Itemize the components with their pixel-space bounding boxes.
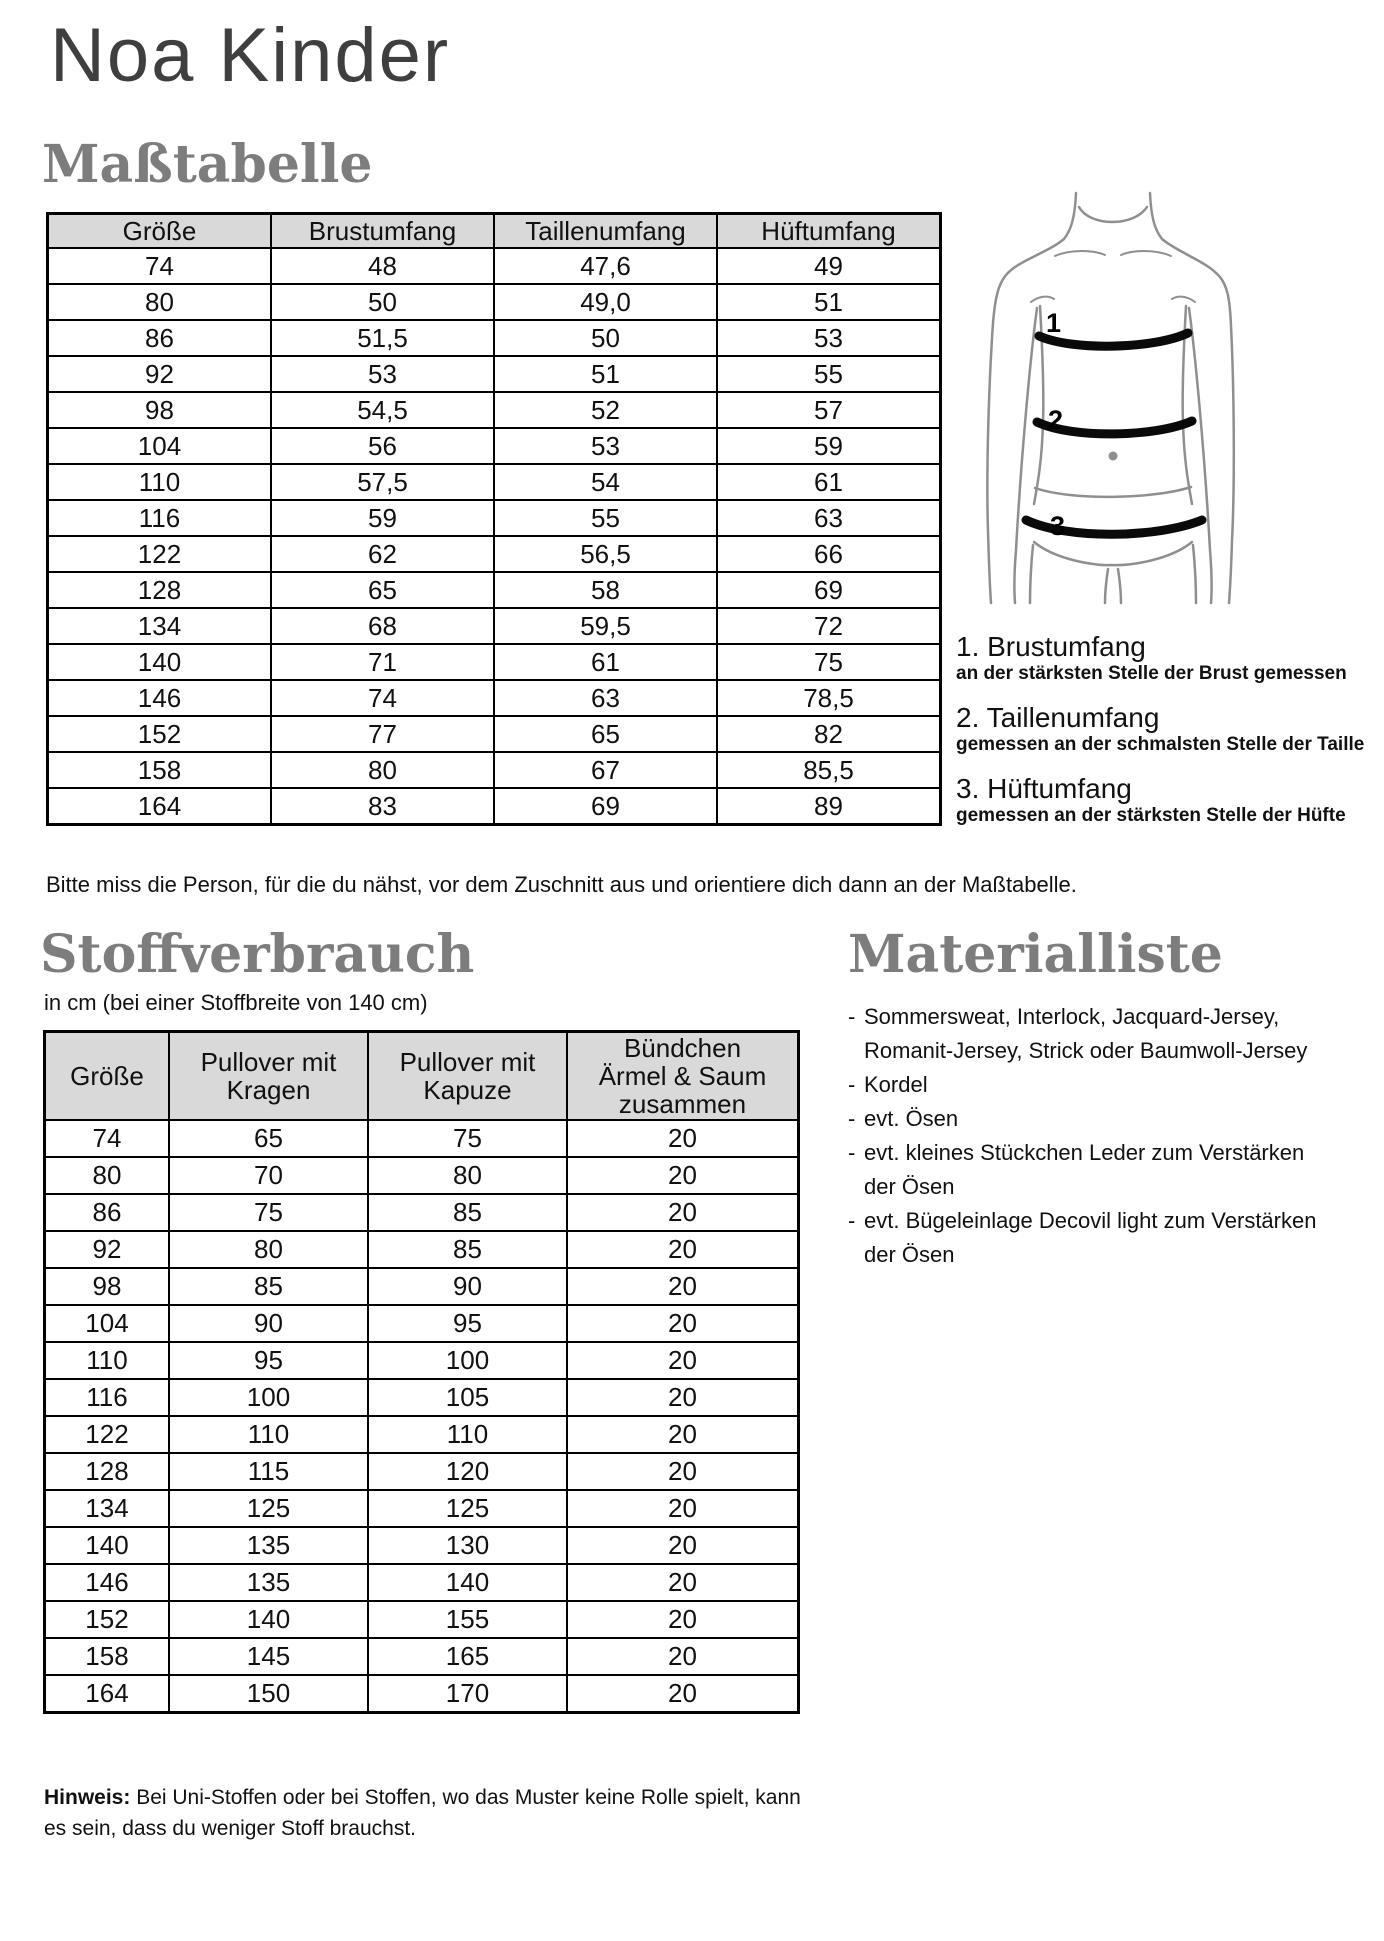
table-cell: 98 bbox=[48, 392, 272, 428]
table-cell: 71 bbox=[271, 644, 494, 680]
table-cell: 58 bbox=[494, 572, 717, 608]
list-bullet: - bbox=[848, 1140, 856, 1165]
table-cell: 115 bbox=[169, 1453, 368, 1490]
table-cell: 165 bbox=[368, 1638, 567, 1675]
table-cell: 61 bbox=[494, 644, 717, 680]
table-cell: 55 bbox=[717, 356, 941, 392]
table-cell: 77 bbox=[271, 716, 494, 752]
table-cell: 80 bbox=[45, 1157, 170, 1194]
table-cell: 146 bbox=[45, 1564, 170, 1601]
table-cell: 65 bbox=[271, 572, 494, 608]
table-cell: 86 bbox=[45, 1194, 170, 1231]
table-cell: 164 bbox=[45, 1675, 170, 1713]
table-cell: 54 bbox=[494, 464, 717, 500]
table-cell: 122 bbox=[48, 536, 272, 572]
table-cell: 65 bbox=[169, 1120, 368, 1157]
table-cell: 20 bbox=[567, 1638, 799, 1675]
legend-desc: gemessen an der schmalsten Stelle der Taille bbox=[956, 734, 1365, 755]
table-cell: 116 bbox=[48, 500, 272, 536]
table-row bbox=[45, 1305, 799, 1342]
hinweis-label: Hinweis: bbox=[44, 1786, 131, 1809]
list-item bbox=[848, 1068, 1384, 1102]
band-label-3: 3 bbox=[1050, 511, 1066, 541]
table-cell: 53 bbox=[717, 320, 941, 356]
table-header-cell: Taillenumfang bbox=[494, 214, 717, 249]
table-cell: 49,0 bbox=[494, 284, 717, 320]
table-row bbox=[48, 572, 941, 608]
table-cell: 20 bbox=[567, 1453, 799, 1490]
table-cell: 61 bbox=[717, 464, 941, 500]
navel-dot bbox=[1109, 452, 1118, 461]
table-cell: 100 bbox=[368, 1342, 567, 1379]
table-row bbox=[48, 320, 941, 356]
legend-entry bbox=[956, 701, 1380, 756]
masstabelle-table bbox=[46, 212, 942, 826]
table-cell: 75 bbox=[169, 1194, 368, 1231]
table-row bbox=[48, 500, 941, 536]
table-cell: 134 bbox=[48, 608, 272, 644]
table-cell: 70 bbox=[169, 1157, 368, 1194]
table-cell: 140 bbox=[169, 1601, 368, 1638]
table-row bbox=[45, 1453, 799, 1490]
legend-desc: gemessen an der stärksten Stelle der Hüfte bbox=[956, 805, 1346, 826]
table-cell: 158 bbox=[45, 1638, 170, 1675]
legend-desc: an der stärksten Stelle der Brust gemessen bbox=[956, 663, 1347, 684]
table-row bbox=[45, 1490, 799, 1527]
table-cell: 104 bbox=[45, 1305, 170, 1342]
table-cell: 47,6 bbox=[494, 248, 717, 284]
chest-band bbox=[1039, 333, 1188, 346]
table-row bbox=[45, 1638, 799, 1675]
table-cell: 59 bbox=[717, 428, 941, 464]
table-cell: 145 bbox=[169, 1638, 368, 1675]
table-cell: 146 bbox=[48, 680, 272, 716]
table-cell: 51,5 bbox=[271, 320, 494, 356]
masstabelle-note: Bitte miss die Person, für die du nähst, vor dem Zuschnitt aus und orientiere dich dann an der Maßtabelle. bbox=[46, 872, 1077, 897]
band-label-2: 2 bbox=[1048, 405, 1064, 435]
table-cell: 59 bbox=[271, 500, 494, 536]
table-cell: 90 bbox=[368, 1268, 567, 1305]
list-bullet: - bbox=[848, 1106, 856, 1131]
list-item-text: evt. kleines Stückchen Leder zum Verstärken der Ösen bbox=[864, 1140, 1305, 1199]
table-cell: 57 bbox=[717, 392, 941, 428]
table-cell: 85 bbox=[368, 1194, 567, 1231]
table-cell: 50 bbox=[494, 320, 717, 356]
table-cell: 85,5 bbox=[717, 752, 941, 788]
table-cell: 85 bbox=[169, 1268, 368, 1305]
table-cell: 20 bbox=[567, 1527, 799, 1564]
table-cell: 20 bbox=[567, 1342, 799, 1379]
table-cell: 20 bbox=[567, 1305, 799, 1342]
list-item-text: evt. Bügeleinlage Decovil light zum Verstärken der Ösen bbox=[864, 1208, 1317, 1267]
list-item-text: Kordel bbox=[864, 1072, 928, 1097]
table-cell: 55 bbox=[494, 500, 717, 536]
table-cell: 48 bbox=[271, 248, 494, 284]
table-cell: 110 bbox=[169, 1416, 368, 1453]
table-cell: 85 bbox=[368, 1231, 567, 1268]
table-header-cell: Pullover mit Kragen bbox=[169, 1032, 368, 1121]
table-row bbox=[45, 1268, 799, 1305]
material-list bbox=[848, 1000, 1384, 1272]
table-row bbox=[48, 716, 941, 752]
table-row bbox=[45, 1601, 799, 1638]
table-row bbox=[45, 1194, 799, 1231]
table-cell: 74 bbox=[48, 248, 272, 284]
page-title: Noa Kinder bbox=[50, 13, 451, 98]
table-cell: 63 bbox=[494, 680, 717, 716]
table-cell: 56 bbox=[271, 428, 494, 464]
table-row bbox=[48, 680, 941, 716]
table-row bbox=[48, 644, 941, 680]
table-row bbox=[45, 1675, 799, 1713]
table-cell: 20 bbox=[567, 1601, 799, 1638]
measurement-legend bbox=[956, 630, 1380, 843]
table-cell: 95 bbox=[169, 1342, 368, 1379]
table-cell: 86 bbox=[48, 320, 272, 356]
table-cell: 65 bbox=[494, 716, 717, 752]
table-row bbox=[48, 428, 941, 464]
list-bullet: - bbox=[848, 1072, 856, 1097]
table-row bbox=[45, 1527, 799, 1564]
table-cell: 51 bbox=[494, 356, 717, 392]
table-cell: 74 bbox=[271, 680, 494, 716]
table-cell: 95 bbox=[368, 1305, 567, 1342]
table-cell: 110 bbox=[45, 1342, 170, 1379]
table-cell: 90 bbox=[169, 1305, 368, 1342]
table-row bbox=[48, 248, 941, 284]
table-cell: 78,5 bbox=[717, 680, 941, 716]
table-cell: 92 bbox=[48, 356, 272, 392]
briefs-line bbox=[1034, 542, 1192, 565]
table-cell: 83 bbox=[271, 788, 494, 825]
table-cell: 80 bbox=[48, 284, 272, 320]
table-header-cell: Hüftumfang bbox=[717, 214, 941, 249]
legend-title: 2. Taillenumfang bbox=[956, 702, 1160, 733]
table-cell: 135 bbox=[169, 1527, 368, 1564]
materialliste-heading: Materialliste bbox=[848, 924, 1223, 985]
table-cell: 20 bbox=[567, 1157, 799, 1194]
legend-entry bbox=[956, 630, 1380, 685]
band-label-1: 1 bbox=[1046, 308, 1062, 338]
table-cell: 67 bbox=[494, 752, 717, 788]
table-cell: 20 bbox=[567, 1194, 799, 1231]
legend-title: 1. Brustumfang bbox=[956, 631, 1146, 662]
table-cell: 53 bbox=[271, 356, 494, 392]
table-cell: 98 bbox=[45, 1268, 170, 1305]
table-cell: 54,5 bbox=[271, 392, 494, 428]
table-cell: 20 bbox=[567, 1490, 799, 1527]
table-cell: 69 bbox=[494, 788, 717, 825]
list-item bbox=[848, 1136, 1384, 1204]
table-cell: 134 bbox=[45, 1490, 170, 1527]
table-cell: 69 bbox=[717, 572, 941, 608]
table-cell: 20 bbox=[567, 1416, 799, 1453]
table-cell: 155 bbox=[368, 1601, 567, 1638]
table-cell: 104 bbox=[48, 428, 272, 464]
table-row bbox=[45, 1416, 799, 1453]
table-head bbox=[48, 214, 941, 249]
table-cell: 152 bbox=[48, 716, 272, 752]
table-cell: 68 bbox=[271, 608, 494, 644]
table-cell: 82 bbox=[717, 716, 941, 752]
table-cell: 128 bbox=[48, 572, 272, 608]
table-row bbox=[45, 1231, 799, 1268]
table-cell: 72 bbox=[717, 608, 941, 644]
masstabelle-heading: Maßtabelle bbox=[42, 134, 373, 195]
table-cell: 20 bbox=[567, 1268, 799, 1305]
stoffverbrauch-table bbox=[43, 1030, 800, 1714]
table-cell: 80 bbox=[169, 1231, 368, 1268]
table-cell: 66 bbox=[717, 536, 941, 572]
table-cell: 50 bbox=[271, 284, 494, 320]
table-row bbox=[45, 1564, 799, 1601]
table-row bbox=[45, 1120, 799, 1157]
stoffverbrauch-heading: Stoffverbrauch bbox=[40, 924, 475, 985]
table-cell: 125 bbox=[169, 1490, 368, 1527]
table-cell: 80 bbox=[368, 1157, 567, 1194]
table-cell: 152 bbox=[45, 1601, 170, 1638]
collar-line bbox=[1079, 207, 1147, 222]
table-header-cell: Größe bbox=[45, 1032, 170, 1121]
table-cell: 120 bbox=[368, 1453, 567, 1490]
table-header-row bbox=[45, 1032, 799, 1121]
table-cell: 150 bbox=[169, 1675, 368, 1713]
table-cell: 92 bbox=[45, 1231, 170, 1268]
body-outline bbox=[987, 193, 1233, 603]
table-row bbox=[45, 1342, 799, 1379]
table-cell: 20 bbox=[567, 1379, 799, 1416]
table-cell: 164 bbox=[48, 788, 272, 825]
table-header-row bbox=[48, 214, 941, 249]
body-measurement-diagram bbox=[958, 175, 1258, 615]
list-item-text: Sommersweat, Interlock, Jacquard-Jersey, Romanit-Jersey, Strick oder Baumwoll-Jersey bbox=[864, 1004, 1308, 1063]
table-cell: 20 bbox=[567, 1675, 799, 1713]
table-header-cell: Brustumfang bbox=[271, 214, 494, 249]
table-head bbox=[45, 1032, 799, 1121]
table-cell: 51 bbox=[717, 284, 941, 320]
hip-line bbox=[1035, 487, 1191, 497]
table-cell: 62 bbox=[271, 536, 494, 572]
list-item-text: evt. Ösen bbox=[864, 1106, 959, 1131]
table-row bbox=[48, 356, 941, 392]
table-cell: 135 bbox=[169, 1564, 368, 1601]
table-cell: 105 bbox=[368, 1379, 567, 1416]
table-header-cell: Bündchen Ärmel & Saum zusammen bbox=[567, 1032, 799, 1121]
hinweis-note bbox=[44, 1782, 954, 1844]
table-row bbox=[48, 284, 941, 320]
table-row bbox=[45, 1379, 799, 1416]
table-row bbox=[48, 752, 941, 788]
table-cell: 49 bbox=[717, 248, 941, 284]
table-cell: 75 bbox=[717, 644, 941, 680]
table-cell: 170 bbox=[368, 1675, 567, 1713]
table-cell: 130 bbox=[368, 1527, 567, 1564]
table-cell: 89 bbox=[717, 788, 941, 825]
list-item bbox=[848, 1102, 1384, 1136]
table-cell: 110 bbox=[368, 1416, 567, 1453]
list-item bbox=[848, 1000, 1384, 1068]
table-cell: 20 bbox=[567, 1231, 799, 1268]
table-cell: 59,5 bbox=[494, 608, 717, 644]
table-row bbox=[48, 536, 941, 572]
stoffverbrauch-subtitle: in cm (bei einer Stoffbreite von 140 cm) bbox=[44, 990, 428, 1015]
table-body bbox=[48, 248, 941, 825]
table-cell: 57,5 bbox=[271, 464, 494, 500]
legend-entry bbox=[956, 772, 1380, 827]
legend-title: 3. Hüftumfang bbox=[956, 773, 1132, 804]
table-row bbox=[48, 392, 941, 428]
table-header-cell: Größe bbox=[48, 214, 272, 249]
table-cell: 140 bbox=[368, 1564, 567, 1601]
list-item bbox=[848, 1204, 1384, 1272]
table-row bbox=[45, 1157, 799, 1194]
table-cell: 100 bbox=[169, 1379, 368, 1416]
table-cell: 116 bbox=[45, 1379, 170, 1416]
table-cell: 140 bbox=[48, 644, 272, 680]
table-row bbox=[48, 608, 941, 644]
list-bullet: - bbox=[848, 1208, 856, 1233]
table-cell: 158 bbox=[48, 752, 272, 788]
table-cell: 75 bbox=[368, 1120, 567, 1157]
table-cell: 128 bbox=[45, 1453, 170, 1490]
table-cell: 110 bbox=[48, 464, 272, 500]
table-row bbox=[48, 464, 941, 500]
table-cell: 56,5 bbox=[494, 536, 717, 572]
table-cell: 80 bbox=[271, 752, 494, 788]
table-cell: 140 bbox=[45, 1527, 170, 1564]
table-cell: 53 bbox=[494, 428, 717, 464]
table-cell: 74 bbox=[45, 1120, 170, 1157]
table-cell: 52 bbox=[494, 392, 717, 428]
table-cell: 125 bbox=[368, 1490, 567, 1527]
table-cell: 63 bbox=[717, 500, 941, 536]
table-cell: 20 bbox=[567, 1564, 799, 1601]
table-header-cell: Pullover mit Kapuze bbox=[368, 1032, 567, 1121]
hinweis-text: Bei Uni-Stoffen oder bei Stoffen, wo das Muster keine Rolle spielt, kann es sein, dass du weniger Stoff brauchst. bbox=[44, 1786, 801, 1840]
list-bullet: - bbox=[848, 1004, 856, 1029]
table-row bbox=[48, 788, 941, 825]
table-body bbox=[45, 1120, 799, 1713]
table-cell: 122 bbox=[45, 1416, 170, 1453]
table-cell: 20 bbox=[567, 1120, 799, 1157]
